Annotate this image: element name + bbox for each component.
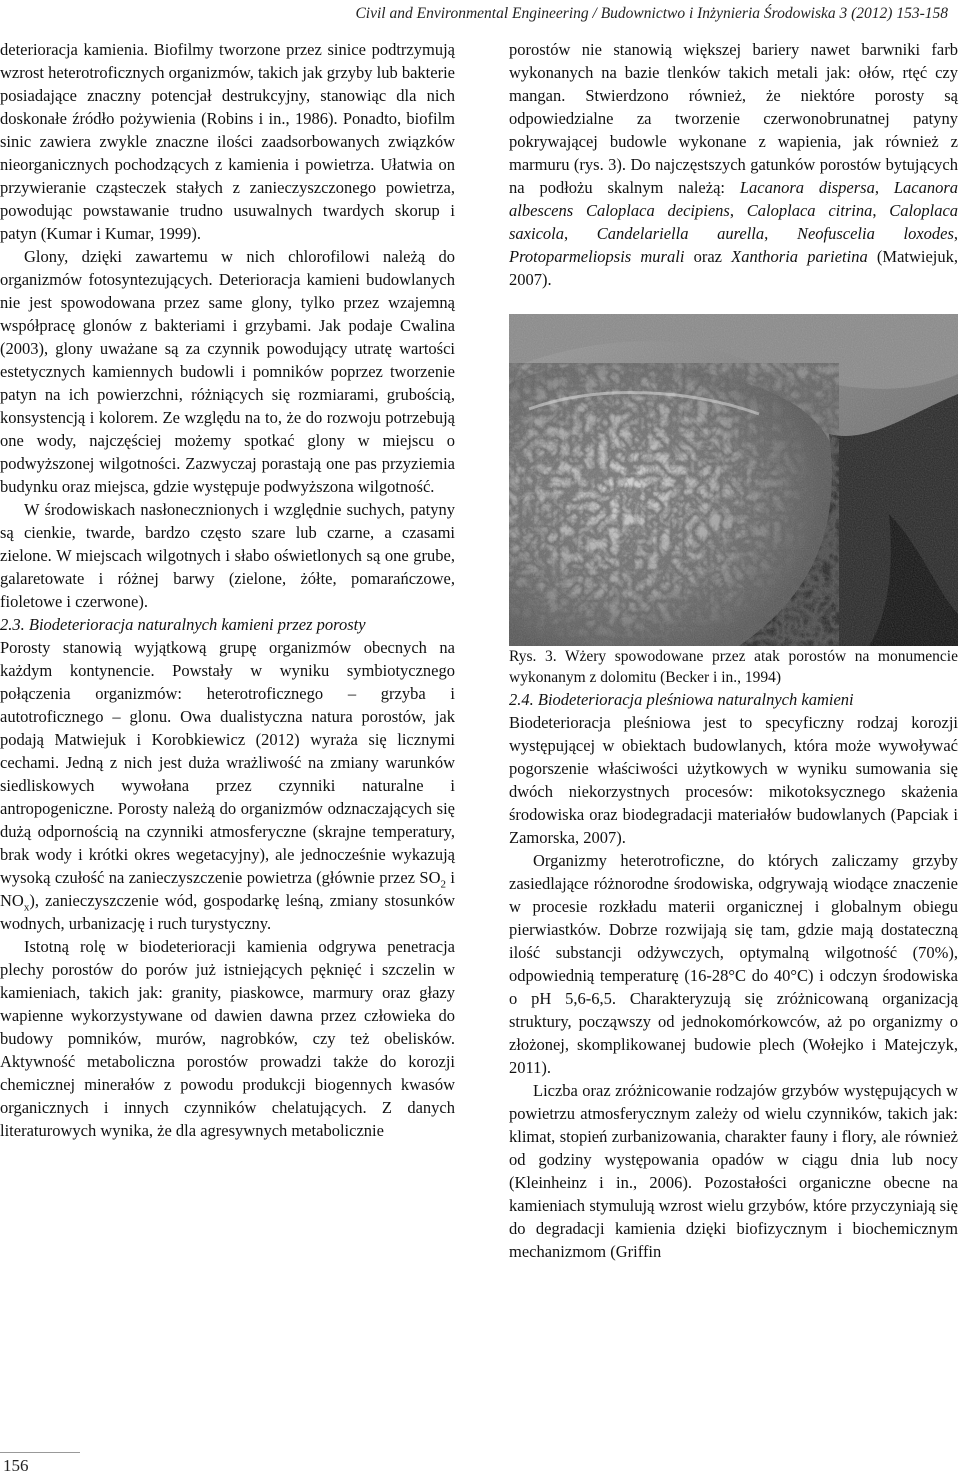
taxon: Caloplaca saxicola bbox=[509, 201, 959, 243]
paragraph-patina: W środowiskach nasłonecznionych i względnie suchych, patyny są cienkie, twarde, bardzo często szare lub czarne, a czasami zielone. W miejscach wilgotnych i słabo oświetlonych są one grube, galaretowate i różnej barwy (zielone, żółte, pomarańczowe, fioletowe i czerwone). bbox=[0, 500, 455, 611]
figure-caption: Rys. 3. Wżery spowodowane przez atak porostów na monumencie wykonanym z dolomitu (Becker i in., 1994) bbox=[509, 648, 958, 686]
lichens-text-end: ), zanieczyszczenie wód, gospodarkę leśną, zmiany stosunków wodnych, urbanizację i ruch turystyczny. bbox=[0, 891, 455, 933]
paragraph-thallus-penetration: Istotną rolę w biodeterioracji kamienia odgrywa penetracja plechy porostów do porów już istniejących pęknięć i szczelin w kamieniach, takich jak: granity, piaskowce, marmury oraz głazy wapienne wykorzystywane od dawien dawna przez człowieka do budowy pomników, murów, nagrobków, czy też obelisków. Aktywność metaboliczna porostów prowadzi także do korozji chemicznej minerałów z powodu produkcji biogennych kwasów organicznych i innych czynników chelatujących. Z danych literaturowych wynika, że dla agresywnych metabolicznie bbox=[0, 937, 455, 1140]
taxon: Lacanora dispersa bbox=[739, 178, 875, 197]
section-heading-2-4: 2.4. Biodeterioracja pleśniowa naturalnych kamieni bbox=[509, 690, 854, 709]
paragraph-lichens bbox=[0, 636, 455, 935]
taxon: Candelariella aurella bbox=[596, 224, 765, 243]
section-heading-2-3: 2.3. Biodeterioracja naturalnych kamieni przez porosty bbox=[0, 615, 366, 634]
taxon: Lacanora albescens bbox=[509, 178, 958, 220]
taxon: Caloplaca decipiens bbox=[585, 201, 730, 220]
right-column bbox=[509, 38, 958, 1263]
taxon: Protoparmeliopsis murali bbox=[509, 247, 685, 266]
page-number: 156 bbox=[3, 1456, 29, 1475]
species-intro: porostów nie stanowią większej bariery nawet barwniki farb wykonanych na bazie tlenków takich metali jak: ołów, rtęć czy mangan. Stwierdzono również, że niektóre porosty są odpowiedzialne za tworzenie czerwonobrunatnej patyny pokrywającej budowle wykonane z wapienia, jak również z marmuru (rys. 3). Do najczęstszych gatunków porostów bytujących na podłożu skalnym należą: bbox=[509, 40, 958, 197]
formula-nox: i $NO_x$ bbox=[0, 868, 455, 914]
left-column bbox=[0, 38, 455, 1142]
lichens-text-start: Porosty stanowią wyjątkową grupę organizmów obecnych na każdym kontynencie. Powstały w wyniku symbiotycznego połączenia organizmów: heterotroficznego – grzyba i autotroficznego – glonu. Owa dualistyczna natura porostów, jak podają Matwiejuk i Korobkiewicz (2012) wyraża się licznymi cechami. Jedną z nich jest duża wrażliwość na zmiany warunków siedliskowych wywołana przez czynniki naturalne i antropogeniczne. Porosty należą do organizmów odznaczających się dużą odpornością na czynniki atmosferyczne (skrajne temperatury, brak wody i krótki okres wegetacyjny), ale jednocześnie wykazują wysoką czułość na zanieczyszczenie powietrza (głównie przez bbox=[0, 638, 455, 887]
paragraph-fungi-count: Liczba oraz zróżnicowanie rodzajów grzybów występujących w powietrzu atmosferycznym zależy od wielu czynników, takich jak: klimat, stopień zurbanizowania, charakter fauny i flory, ale również od godziny występowania opadów w ciągu dnia lub nocy (Kleinheinz i in., 2006). Pozostałości organiczne obecne na kamieniach stymulują wzrost wielu grzybów, które przyczyniają się do degradacji kamienia dzięki biofizycznym i biochemicznym mechanizmom (Griffin bbox=[509, 1081, 958, 1261]
paragraph-mould-biodeterioration: Biodeterioracja pleśniowa jest to specyficzny rodzaj korozji występującej w obiektach budowlanych, która może wywoływać pogorszenie właściwości użytkowych w wyniku sumowania się dwóch niekorzystnych procesów: mikotoksycznego skażenia środowiska oraz biodegradacji materiałów budowlanych (Papciak i Zamorska, 2007). bbox=[509, 713, 958, 847]
taxon: Caloplaca citrina bbox=[746, 201, 873, 220]
figure-lichen-pitting-photo bbox=[509, 314, 958, 646]
dolomite-monument-photo bbox=[509, 314, 958, 646]
taxon: Neofuscelia loxodes bbox=[796, 224, 954, 243]
paragraph-heterotrophs: Organizmy heterotroficzne, do których zaliczamy grzyby zasiedlające różnorodne środowiska, odgrywają wiodące znaczenie w procesie rozkładu materii organicznej i globalnym obiegu pierwiastków. Dobrze rozwijają się tam, gdzie mają dostateczną ilość substancji odżywczych, optymalną wilgotność (70%), odpowiednią temperaturę (16-28°C do 40°C) i odczyn środowiska o pH 5,6-6,5. Charakteryzują się zróżnicowaną organizacją struktury, począwszy od jednokomórkowców, aż po organizmy o złożonej, skomplikowanej budowie plech (Wołejko i Matejczyk, 2011). bbox=[509, 851, 958, 1077]
paragraph-algae: Glony, dzięki zawartemu w nich chlorofilowi należą do organizmów fotosyntezujących. Deterioracja kamieni budowlanych nie jest spowodowana przez same glony, tylko przez wzajemną współpracę glonów z bakteriami i grzybami. Jak podaje Cwalina (2003), glony uważane są za czynnik powodujący utratę wartości estetycznych kamiennych budowli i pomników poprzez tworzenie patyn na ich powierzchni, różniących się rozmiarami, grubością, konsystencją i kolorem. Ze względu na to, że do rozwoju potrzebują one wody, najczęściej możemy spotkać glony w miejscu o podwyższonej wilgotności. Zazwyczaj porastają one pas przyziemia budynku oraz miejsca, gdzie występuje podwyższona wilgotność. bbox=[0, 247, 455, 496]
paragraph-biofilm: deterioracja kamienia. Biofilmy tworzone przez sinice podtrzymują wzrost heterotroficznych organizmów, takich jak grzyby lub bakterie posiadające znaczny potencjał destrukcyjny, stanowiąc dla nich doskonałe źródło pożywienia (Robins i in., 1986). Ponadto, biofilm sinic zawiera zwykle znaczne ilości zaadsorbowanych związków nieorganicznych pochodzących z kamienia i powietrza. Ułatwia on przywieranie cząsteczek stałych z zanieczyszczonego powietrza, powodując powstawanie trudno usuwalnych twardych skorup i patyn (Kumar i Kumar, 1999). bbox=[0, 40, 455, 243]
footer-rule bbox=[0, 1452, 80, 1453]
formula-so2: $SO_2$ bbox=[419, 868, 446, 891]
taxon: Xanthoria parietina bbox=[731, 247, 868, 266]
paragraph-lichen-species: porostów nie stanowią większej bariery nawet barwniki farb wykonanych na bazie tlenków takich metali jak: ołów, rtęć czy mangan. Stwierdzono również, że niektóre porosty są odpowiedzialne za tworzenie czerwonobrunatnej patyny pokrywającej budowle wykonane z wapienia, jak również z marmuru (rys. 3). Do najczęstszych gatunków porostów bytujących na podłożu skalnym należą: Lacanora dispersa, Lacanora albescens Caloplaca decipiens, Caloplaca citrina, Caloplaca saxicola, Candelariella aurella, Neofuscelia loxodes, Protoparmeliopsis murali oraz Xanthoria parietina (Matwiejuk, 2007). bbox=[509, 40, 959, 289]
running-header: Civil and Environmental Engineering / Budownictwo i Inżynieria Środowiska 3 (2012) 153-158 bbox=[355, 5, 948, 22]
